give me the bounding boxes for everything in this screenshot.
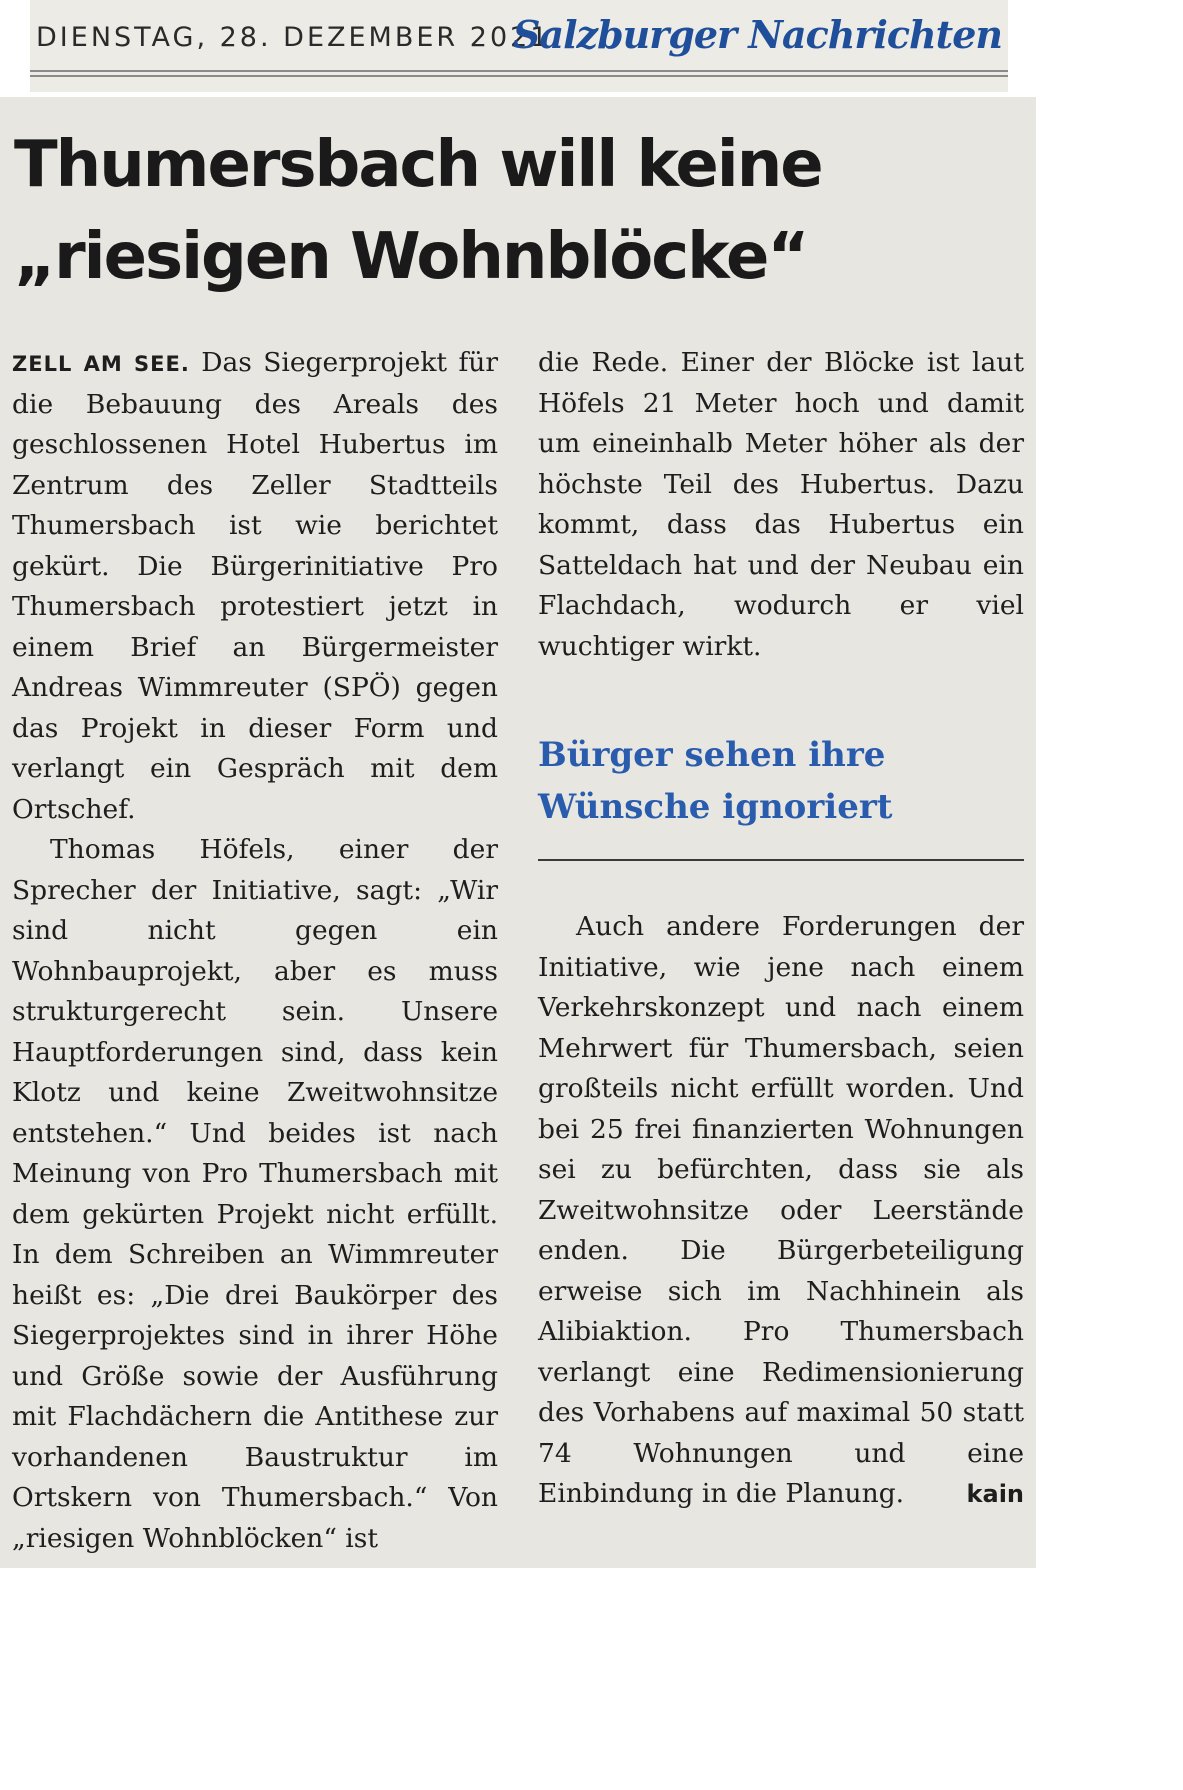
header-divider xyxy=(30,70,1008,77)
article-headline: Thumersbach will keine „riesigen Wohnblöcke“ xyxy=(14,128,822,294)
article-column-right xyxy=(538,343,1024,667)
publication-date: DIENSTAG, 28. DEZEMBER 2021 xyxy=(36,22,551,53)
article-subheading: Bürger sehen ihre Wünsche ignoriert xyxy=(538,735,893,827)
subheading-divider xyxy=(538,859,1024,861)
newspaper-masthead: Salzburger Nachrichten xyxy=(513,12,1002,57)
lead-paragraph xyxy=(12,343,498,830)
body-paragraph-2-continued: die Rede. Einer der Blöcke ist laut Höfels 21 Meter hoch und damit um eineinhalb Meter höher als der höchste Teil des Hubertus. Dazu kommt, dass das Hubertus ein Satteldach hat und der Neubau ein Flachdach, wodurch er viel wuchtiger wirkt. xyxy=(538,347,1024,662)
lead-text: Das Siegerprojekt für die Bebauung des Areals des geschlossenen Hotel Hubertus im Zentrum des Zeller Stadtteils Thumersbach ist wie berichtet gekürt. Die Bürgerinitiative Pro Thumersbach protestiert jetzt in einem Brief an Bürgermeister Andreas Wimmreuter (SPÖ) gegen das Projekt in dieser Form und verlangt ein Gespräch mit dem Ortschef. xyxy=(12,347,498,825)
body-paragraph-2: Thomas Höfels, einer der Sprecher der Initiative, sagt: „Wir sind nicht gegen ein Wohnbauprojekt, aber es muss strukturgerecht sein. Unsere Hauptforderungen sind, dass kein Klotz und keine Zweitwohnsitze entstehen.“ Und beides ist nach Meinung von Pro Thumersbach mit dem gekürten Projekt nicht erfüllt. In dem Schreiben an Wimmreuter heißt es: „Die drei Baukörper des Siegerprojektes sind in ihrer Höhe und Größe sowie der Ausführung mit Flachdächern die Antithese zur vorhandenen Baustruktur im Ortskern von Thumersbach.“ Von „riesigen Wohnblöcken“ ist xyxy=(12,834,498,1554)
paragraph-3-text: Auch andere Forderungen der Initiative, wie jene nach einem Verkehrskonzept und nach einem Mehrwert für Thumersbach, seien großteils nicht erfüllt worden. Und bei 25 frei finanzierten Wohnungen sei zu befürchten, dass sie als Zweitwohnsitze oder Leerstände enden. Die Bürgerbeteiligung erweise sich im Nachhinein als Alibiaktion. Pro Thumersbach verlangt eine Redimensionierung des Vorhabens auf maximal 50 statt 74 Wohnungen und eine Einbindung in die Planung. xyxy=(538,911,1024,1509)
dateline: ZELL AM SEE. xyxy=(12,352,190,376)
article-column-right-lower xyxy=(538,907,1024,1515)
body-paragraph-3 xyxy=(538,907,1024,1515)
article-column-left xyxy=(12,343,498,1559)
author-byline: kain xyxy=(966,1480,1024,1508)
page-header xyxy=(30,0,1008,92)
newspaper-clipping xyxy=(0,97,1036,1568)
